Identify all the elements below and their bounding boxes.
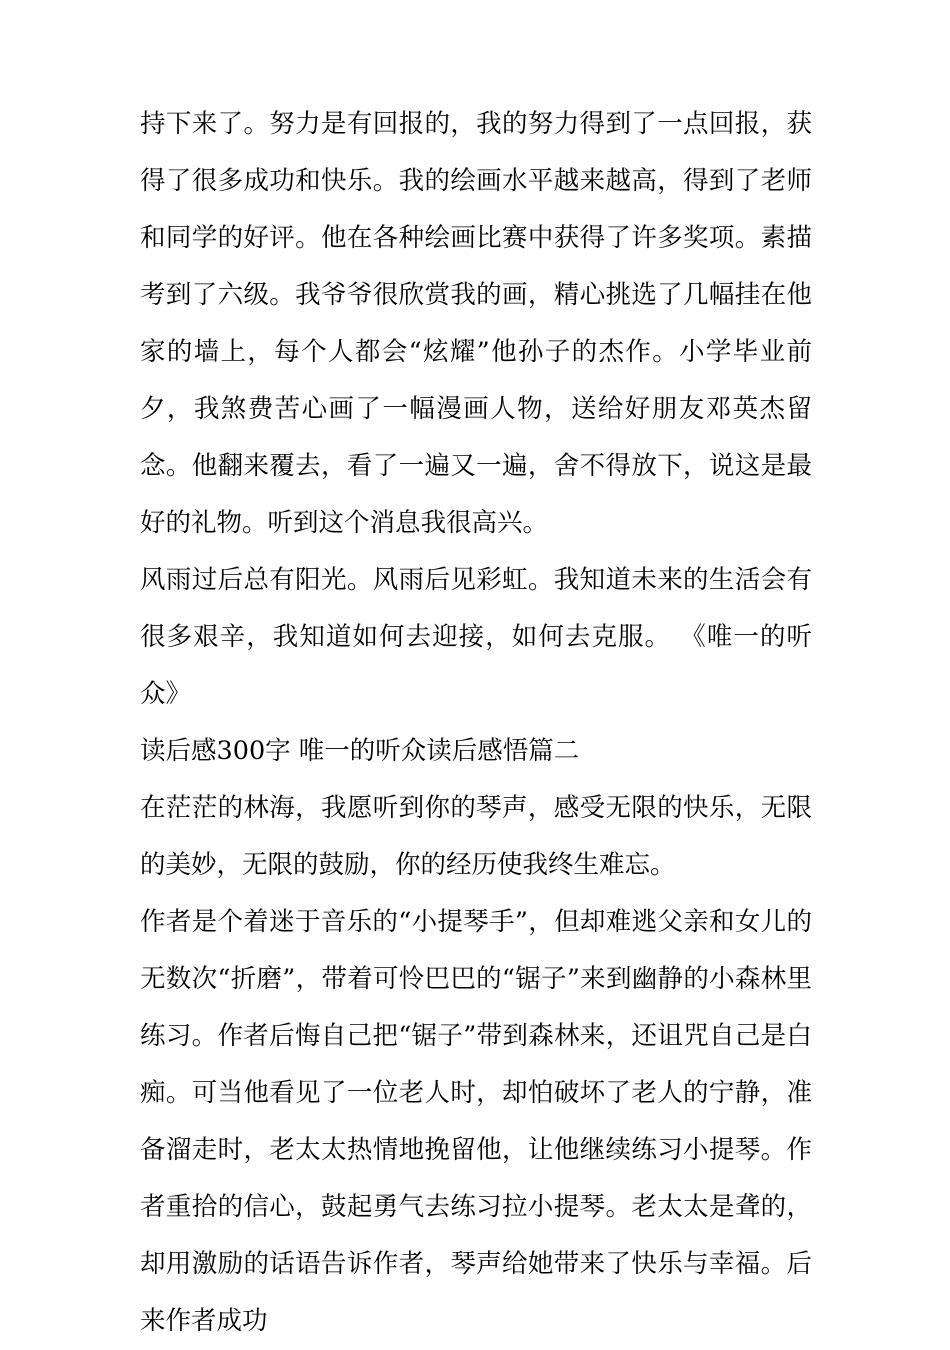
paragraph-4: 作者是个着迷于音乐的“小提琴手”，但却难逃父亲和女儿的无数次“折磨”，带着可怜巴巴的“锯子”来到幽静的小森林里练习。作者后悔自己把“锯子”带到森林来，还诅咒自己是白痴。可当他看见了一位老人时，却怕破坏了老人的宁静，准备溜走时，老太太热情地挽留他，让他继续练习小提琴。作者重拾的信心，鼓起勇气去练习拉小提琴。老太太是聋的，却用激励的话语告诉作者，琴声给她带来了快乐与幸福。后来作者成功 [140,907,812,1336]
paragraph-1: 持下来了。努力是有回报的，我的努力得到了一点回报，获得了很多成功和快乐。我的绘画水平越来越高，得到了老师和同学的好评。他在各种绘画比赛中获得了许多奖项。素描考到了六级。我爷爷很欣赏我的画，精心挑选了几幅挂在他家的墙上，每个人都会“炫耀”他孙子的杰作。小学毕业前夕，我煞费苦心画了一幅漫画人物，送给好朋友邓英杰留念。他翻来覆去，看了一遍又一遍，舍不得放下，说这是最好的礼物。听到这个消息我很高兴。 [140,109,812,538]
document-body [140,96,812,1350]
section-heading: 读后感300字 唯一的听众读后感悟篇二 [140,736,580,766]
paragraph-2: 风雨过后总有阳光。风雨后见彩虹。我知道未来的生活会有很多艰辛，我知道如何去迎接，如何去克服。 《唯一的听众》 [140,565,812,709]
paragraph-3: 在茫茫的林海，我愿听到你的琴声，感受无限的快乐，无限的美妙，无限的鼓励，你的经历使我终生难忘。 [140,793,812,880]
